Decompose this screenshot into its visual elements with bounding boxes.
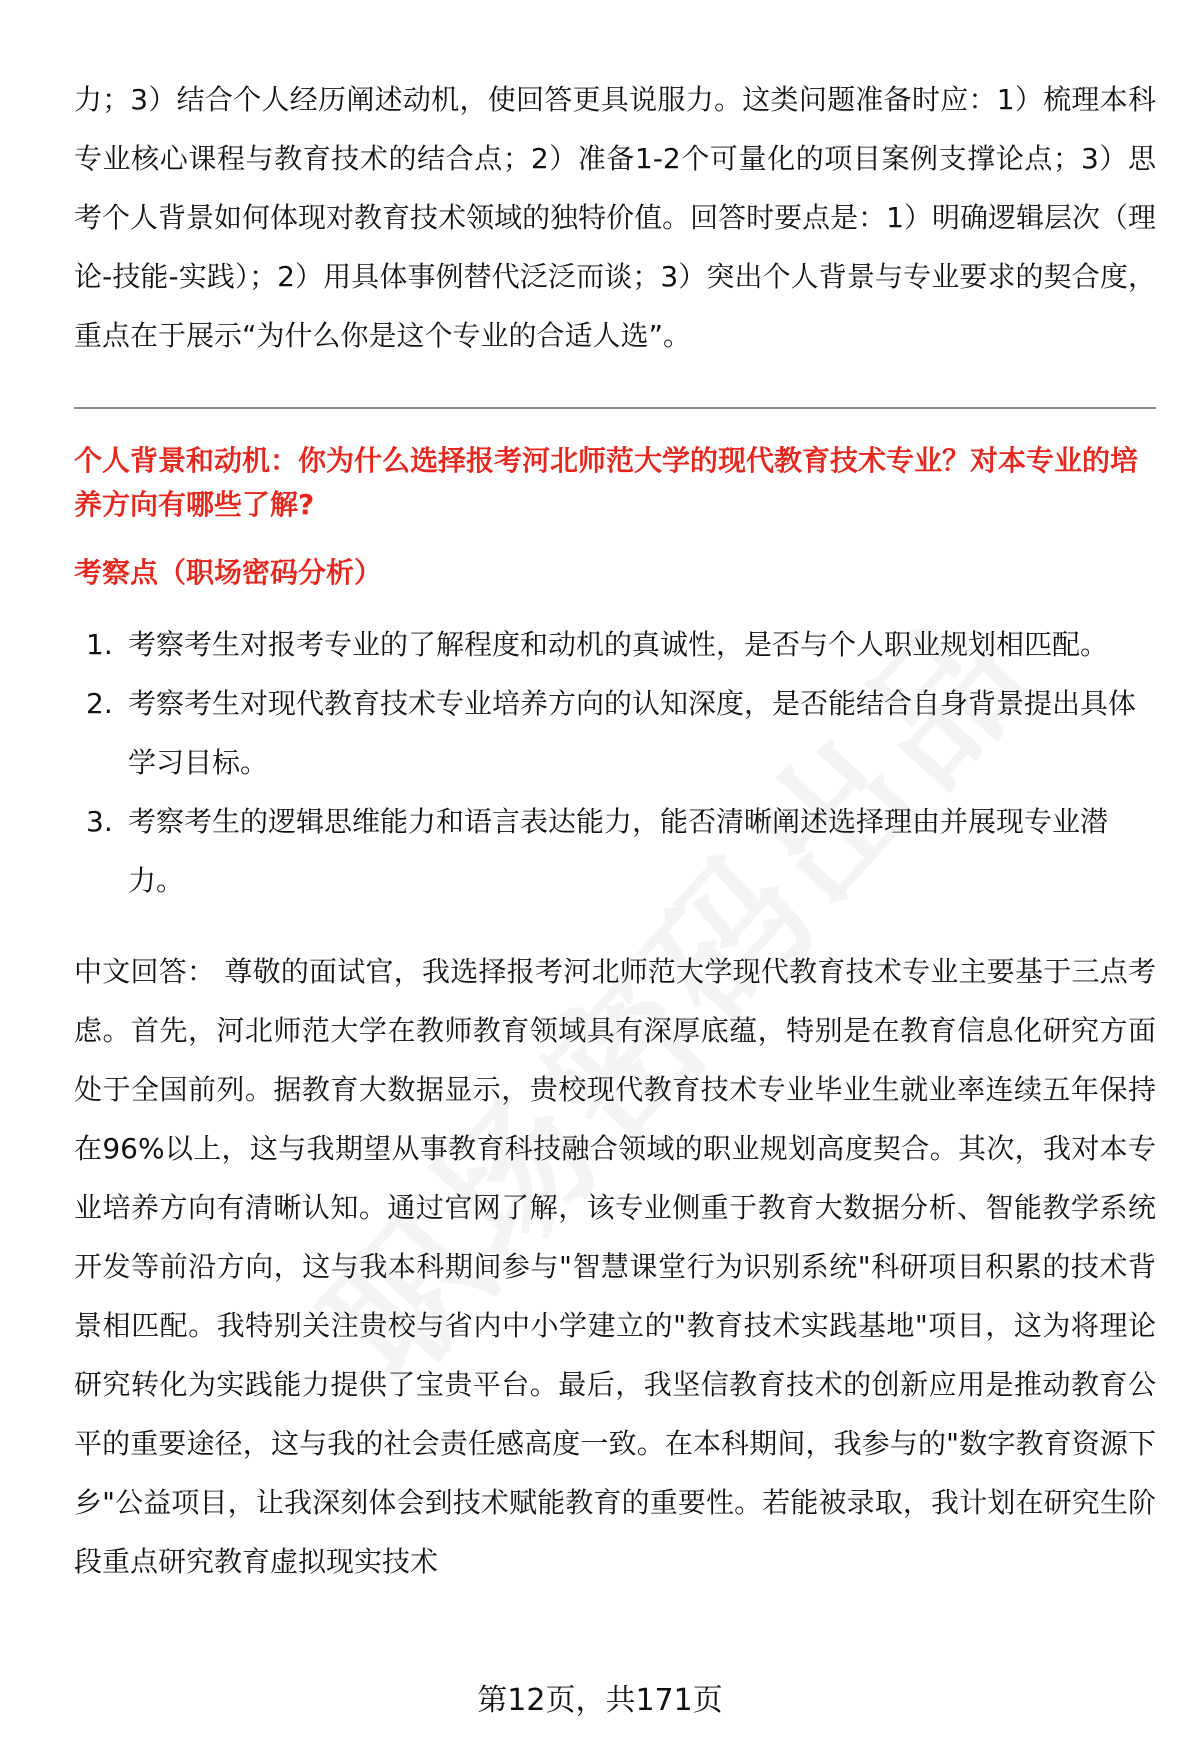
list-item-text: 考察考生对报考专业的了解程度和动机的真诚性，是否与个人职业规划相匹配。 [128, 628, 1109, 661]
page-number-footer: 第12页，共171页 [477, 1683, 723, 1718]
assessment-points-list [74, 615, 1156, 910]
points-heading: 考察点（职场密码分析） [74, 556, 383, 589]
list-item [74, 792, 1156, 910]
answer-paragraph: 中文回答： 尊敬的面试官，我选择报考河北师范大学现代教育技术专业主要基于三点考虑。首先，河北师范大学在教师教育领域具有深厚底蕴，特别是在教育信息化研究方面处于全国前列。据教育大数据显示，贵校现代教育技术专业毕业生就业率连续五年保持在96%以上，这与我期望从事教育科技融合领域的职业规划高度契合。其次，我对本专业培养方向有清晰认知。通过官网了解，该专业侧重于教育大数据分析、智能教学系统开发等前沿方向，这与我本科期间参与"智慧课堂行为识别系统"科研项目积累的技术背景相匹配。我特别关注贵校与省内中小学建立的"教育技术实践基地"项目，这为将理论研究转化为实践能力提供了宝贵平台。最后，我坚信教育技术的创新应用是推动教育公平的重要途径，这与我的社会责任感高度一致。在本科期间，我参与的"数字教育资源下乡"公益项目，让我深刻体会到技术赋能教育的重要性。若能被录取，我计划在研究生阶段重点研究教育虚拟现实技术 [74, 955, 1156, 1578]
list-item-text: 考察考生对现代教育技术专业培养方向的认知深度，是否能结合自身背景提出具体学习目标。 [128, 687, 1137, 779]
list-item-number: 1. [86, 628, 113, 661]
list-item-number: 2. [86, 687, 113, 720]
list-item [74, 615, 1156, 674]
question-heading: 个人背景和动机：你为什么选择报考河北师范大学的现代教育技术专业？对本专业的培养方向有哪些了解? [74, 444, 1139, 521]
list-item-number: 3. [86, 805, 113, 838]
list-item-text: 考察考生的逻辑思维能力和语言表达能力，能否清晰阐述选择理由并展现专业潜力。 [128, 805, 1109, 897]
page-content [74, 70, 1156, 1591]
intro-paragraph: 力；3）结合个人经历阐述动机，使回答更具说服力。这类问题准备时应：1）梳理本科专业核心课程与教育技术的结合点；2）准备1-2个可量化的项目案例支撑论点；3）思考个人背景如何体现对教育技术领域的独特价值。回答时要点是：1）明确逻辑层次（理论-技能-实践）；2）用具体事例替代泛泛而谈；3）突出个人背景与专业要求的契合度，重点在于展示“为什么你是这个专业的合适人选”。 [74, 83, 1156, 352]
list-item [74, 674, 1156, 792]
section-divider [74, 407, 1156, 409]
